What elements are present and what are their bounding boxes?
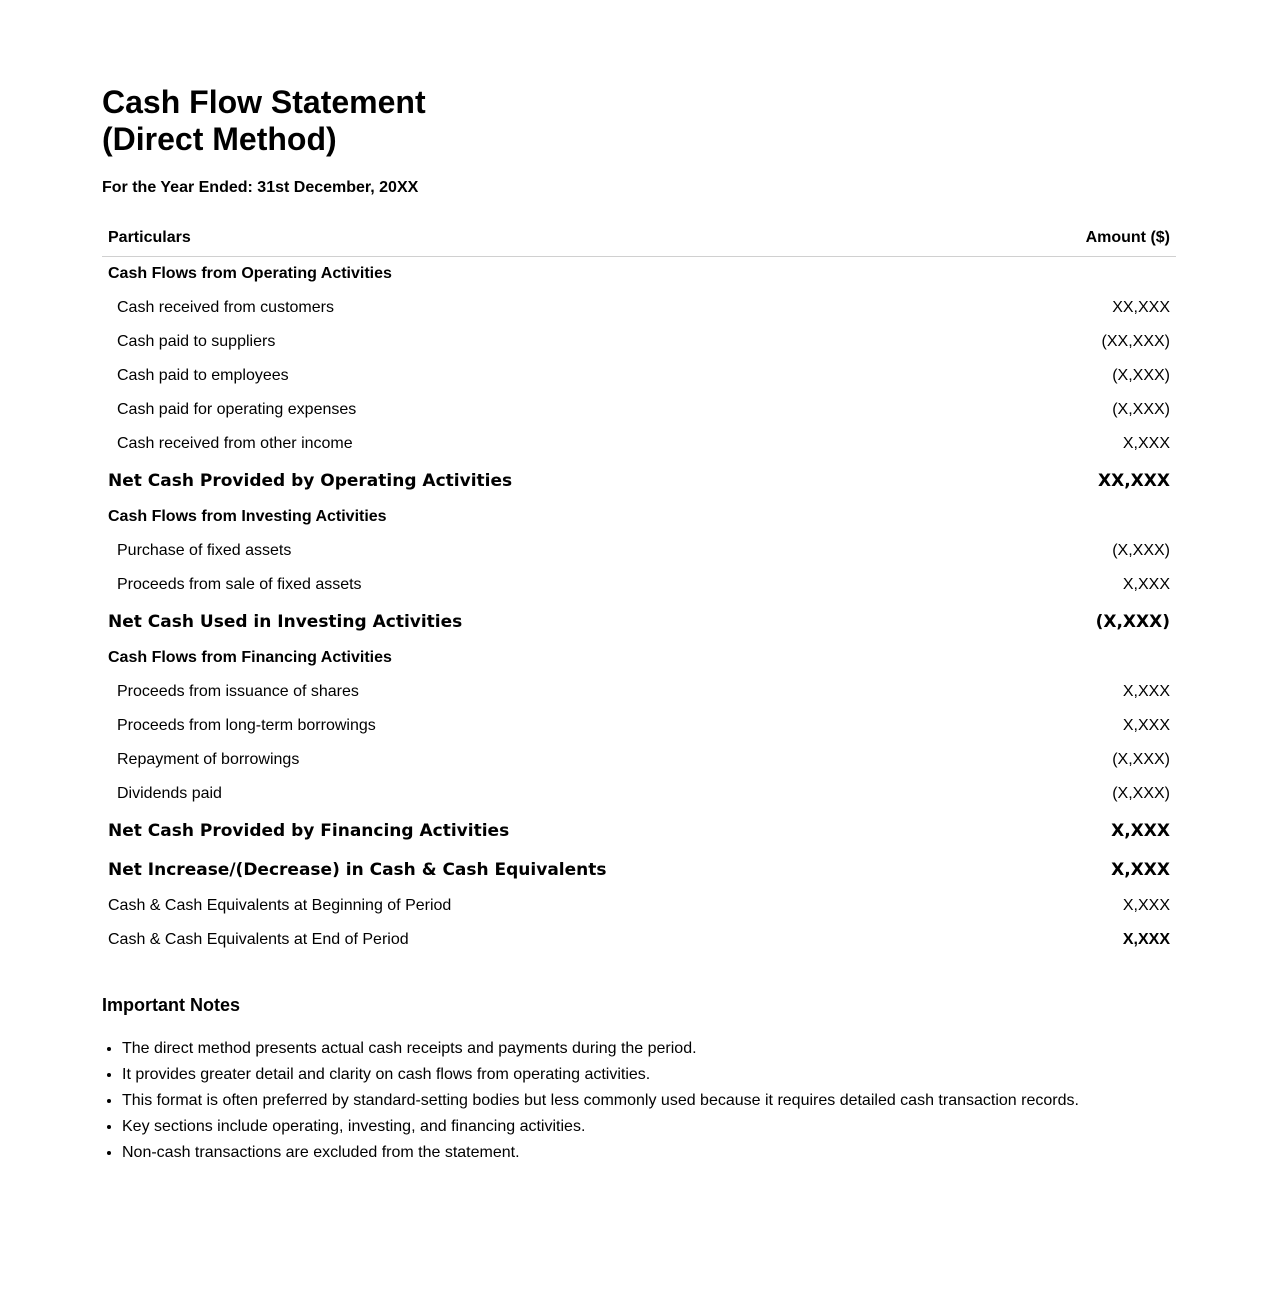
table-header-row (102, 220, 1176, 257)
row-label: Cash received from other income (117, 435, 353, 452)
row-amount: (X,XXX) (1112, 401, 1170, 418)
row-label: Cash received from customers (117, 299, 334, 316)
page-title-line-2: (Direct Method) (102, 121, 337, 157)
row-label: Cash paid for operating expenses (117, 401, 357, 418)
total-label: Net Cash Provided by Operating Activities (108, 470, 513, 491)
table-row (102, 427, 1176, 461)
net-change-amount: X,XXX (1111, 859, 1170, 880)
notes-list (102, 1036, 1176, 1166)
row-amount: X,XXX (1122, 435, 1170, 452)
list-item: • It provides greater detail and clarity on cash flows from operating activities. (122, 1062, 1176, 1088)
list-item: • The direct method presents actual cash receipts and payments during the period. (122, 1036, 1176, 1062)
section-heading: Cash Flows from Investing Activities (108, 508, 387, 525)
row-label: Cash paid to employees (117, 367, 289, 384)
cash-flow-table (102, 220, 1176, 957)
row-amount: X,XXX (1122, 576, 1170, 593)
section-heading: Cash Flows from Financing Activities (108, 649, 392, 666)
total-amount: XX,XXX (1098, 470, 1170, 491)
net-change-label: Net Increase/(Decrease) in Cash & Cash Equivalents (108, 859, 607, 880)
page-title-line-1: Cash Flow Statement (102, 84, 426, 120)
row-amount: X,XXX (1122, 683, 1170, 700)
column-header-particulars: Particulars (102, 220, 1005, 257)
row-amount: (X,XXX) (1112, 542, 1170, 559)
table-row (102, 393, 1176, 427)
beginning-balance-amount: X,XXX (1122, 897, 1170, 914)
notes-heading: Important Notes (102, 995, 241, 1015)
row-amount: (X,XXX) (1112, 785, 1170, 802)
row-amount: XX,XXX (1112, 299, 1170, 316)
row-label: Proceeds from long-term borrowings (117, 717, 376, 734)
table-row (102, 325, 1176, 359)
period-subtitle: For the Year Ended: 31st December, 20XX (102, 179, 419, 196)
section-investing (102, 500, 1176, 534)
ending-balance-row (102, 923, 1176, 957)
beginning-balance-label: Cash & Cash Equivalents at Beginning of Period (108, 897, 452, 914)
beginning-balance-row (102, 889, 1176, 923)
table-row (102, 568, 1176, 602)
row-label: Proceeds from issuance of shares (117, 683, 359, 700)
table-row (102, 743, 1176, 777)
row-label: Dividends paid (117, 785, 222, 802)
row-label: Proceeds from sale of fixed assets (117, 576, 362, 593)
section-financing (102, 641, 1176, 675)
list-item: • Key sections include operating, investing, and financing activities. (122, 1114, 1176, 1140)
table-row (102, 675, 1176, 709)
row-amount: (XX,XXX) (1101, 333, 1170, 350)
row-amount: X,XXX (1122, 717, 1170, 734)
table-row (102, 291, 1176, 325)
table-row (102, 534, 1176, 568)
total-row-investing (102, 602, 1176, 641)
total-row-financing (102, 811, 1176, 850)
ending-balance-label: Cash & Cash Equivalents at End of Period (108, 931, 409, 948)
section-operating (102, 257, 1176, 292)
row-label: Repayment of borrowings (117, 751, 300, 768)
total-amount: (X,XXX) (1095, 611, 1170, 632)
table-row (102, 709, 1176, 743)
page-title (102, 0, 1176, 158)
net-change-row (102, 850, 1176, 889)
total-amount: X,XXX (1111, 820, 1170, 841)
row-label: Cash paid to suppliers (117, 333, 276, 350)
row-amount: (X,XXX) (1112, 751, 1170, 768)
ending-balance-amount: X,XXX (1122, 931, 1170, 948)
total-row-operating (102, 461, 1176, 500)
row-amount: (X,XXX) (1112, 367, 1170, 384)
column-header-amount: Amount ($) (1005, 220, 1176, 257)
table-row (102, 359, 1176, 393)
list-item: • Non-cash transactions are excluded from the statement. (122, 1140, 1176, 1166)
section-heading: Cash Flows from Operating Activities (108, 265, 392, 282)
list-item: • This format is often preferred by standard-setting bodies but less commonly used because it requires detailed cash transaction records. (122, 1088, 1176, 1114)
total-label: Net Cash Used in Investing Activities (108, 611, 463, 632)
row-label: Purchase of fixed assets (117, 542, 292, 559)
total-label: Net Cash Provided by Financing Activities (108, 820, 510, 841)
table-row (102, 777, 1176, 811)
